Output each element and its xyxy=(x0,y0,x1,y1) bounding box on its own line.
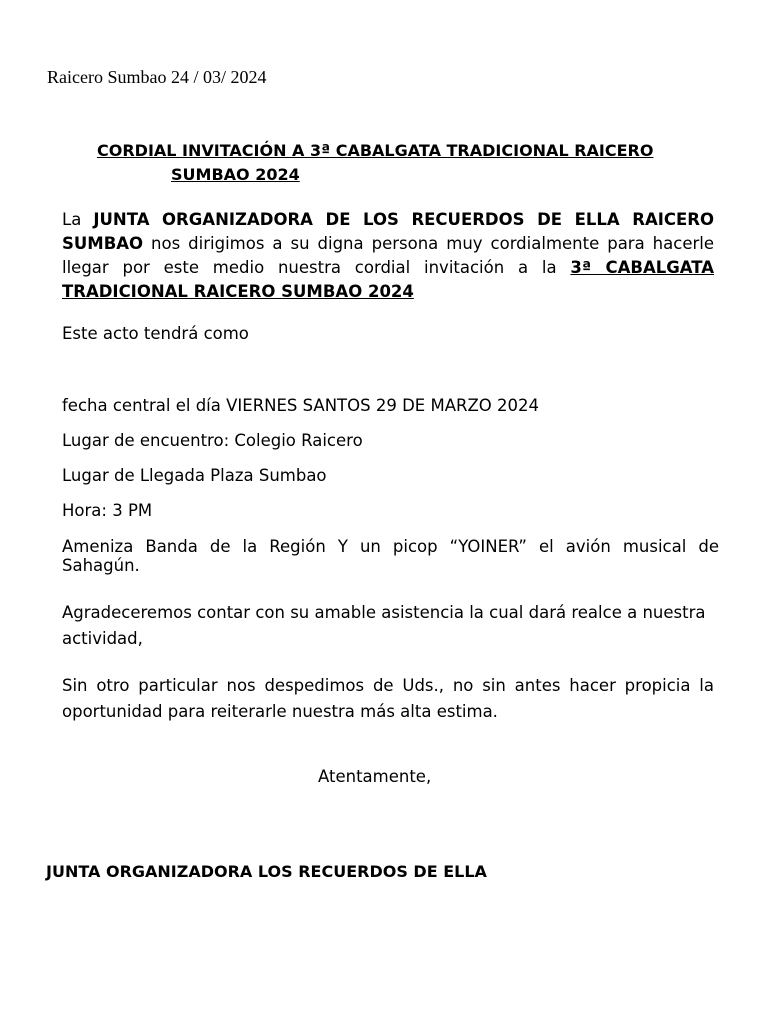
place-date: Raicero Sumbao 24 / 03/ 2024 xyxy=(47,67,267,87)
thanks-paragraph: Agradeceremos contar con su amable asistencia la cual dará realce a nuestra actividad, xyxy=(62,603,706,648)
intro-paragraph xyxy=(62,208,714,304)
meeting-place-line: Lugar de encuentro: Colegio Raicero xyxy=(62,431,363,450)
arrival-place-line: Lugar de Llegada Plaza Sumbao xyxy=(62,466,327,485)
farewell-paragraph: Sin otro particular nos despedimos de Uds., no sin antes hacer propicia la oportunidad para reiterarle nuestra más alta estima. xyxy=(62,676,714,721)
date-line: fecha central el día VIERNES SANTOS 29 DE MARZO 2024 xyxy=(62,396,539,415)
organizer-name: JUNTA ORGANIZADORA DE LOS RECUERDOS DE ELLA RAICERO SUMBAO xyxy=(62,210,714,253)
music-paragraph: Ameniza Banda de la Región Y un picop “YOINER” el avión musical de Sahagún. xyxy=(62,537,719,575)
title-line-1: CORDIAL INVITACIÓN A 3ª CABALGATA TRADICIONAL RAICERO xyxy=(97,141,654,160)
letter-title xyxy=(97,139,657,187)
signature: JUNTA ORGANIZADORA LOS RECUERDOS DE ELLA xyxy=(46,862,487,881)
event-name: 3ª CABALGATA TRADICIONAL RAICERO SUMBAO 2024 xyxy=(62,258,715,301)
title-line-2: SUMBAO 2024 xyxy=(171,165,300,184)
acto-line: Este acto tendrá como xyxy=(62,324,249,343)
intro-prefix: La xyxy=(62,210,94,229)
intro-middle: nos dirigimos a su digna persona muy cordialmente para hacerle llegar por este medio nuestra cordial invitación a la xyxy=(62,234,714,277)
closing: Atentamente, xyxy=(318,767,432,786)
time-line: Hora: 3 PM xyxy=(62,501,153,520)
